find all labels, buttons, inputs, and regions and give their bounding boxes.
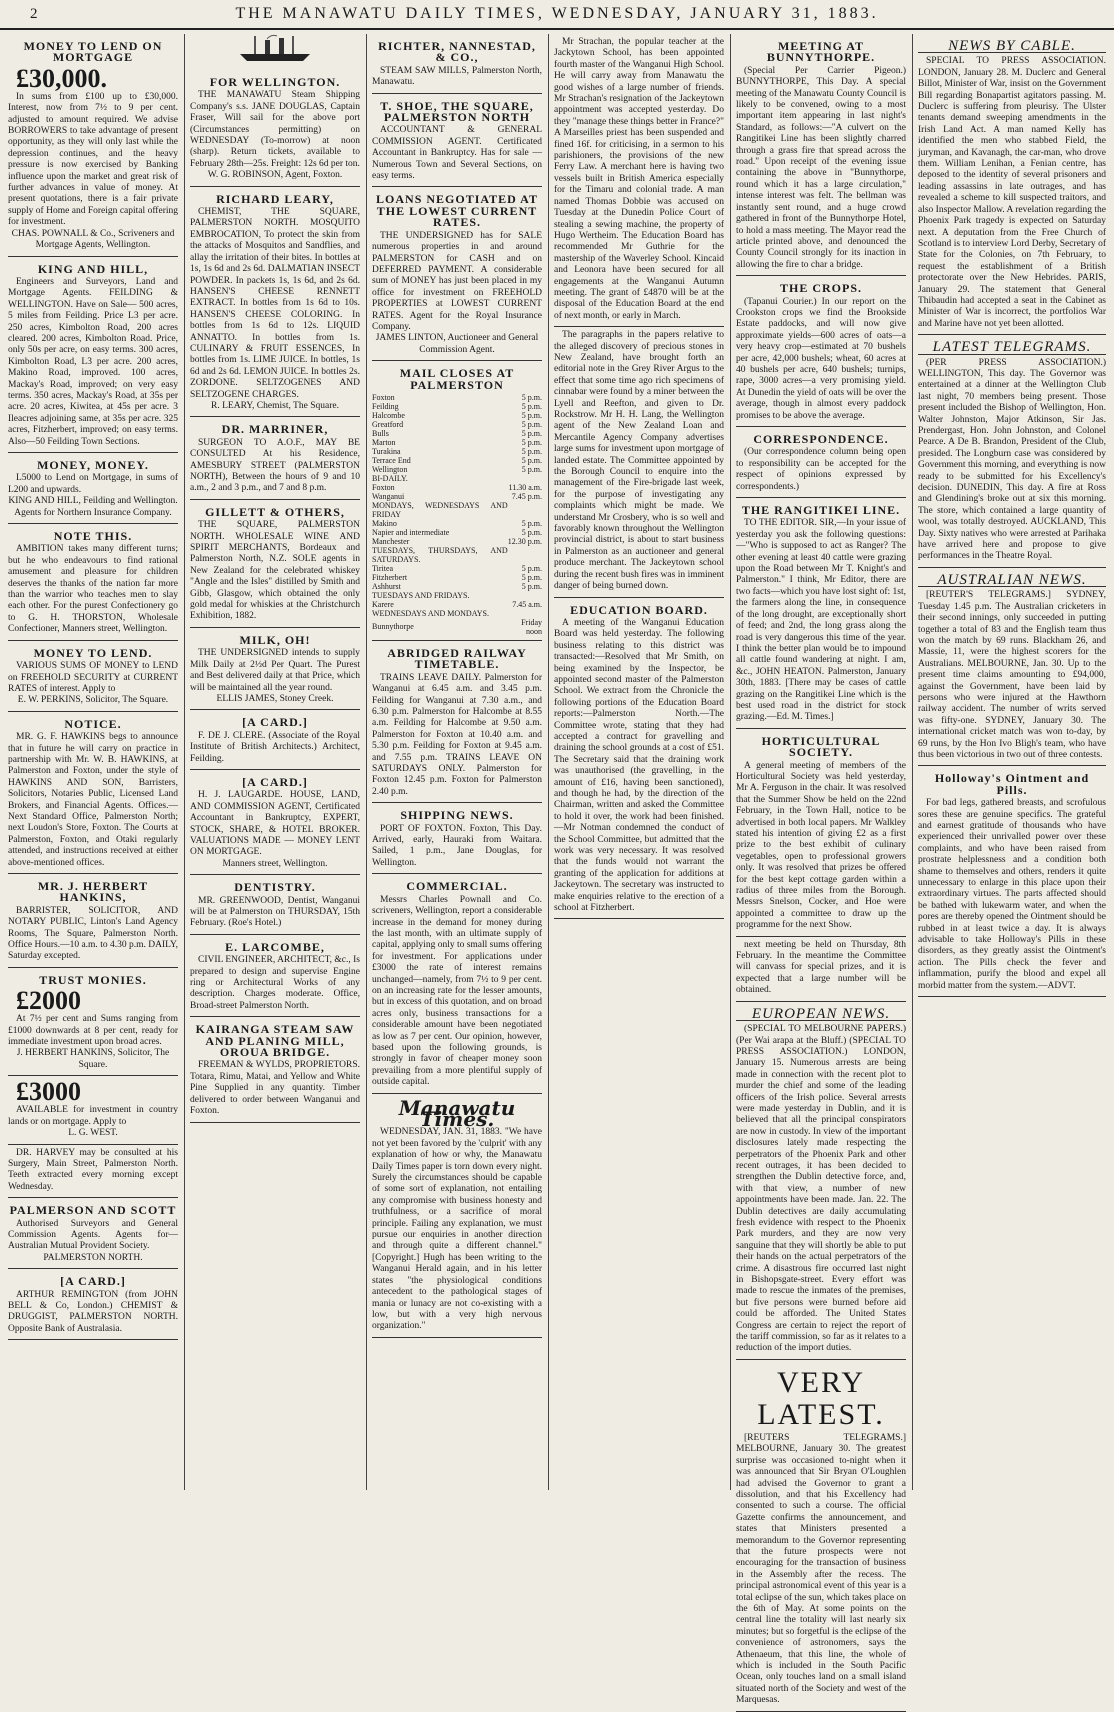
advertisement — [8, 874, 178, 968]
section-heading: CORRESPONDENCE. — [753, 432, 889, 446]
mail-destination: Feilding — [372, 401, 399, 411]
column-3 — [368, 34, 546, 1490]
advertisement — [8, 34, 178, 257]
signature: L. G. WEST. — [68, 1128, 118, 1139]
article-body: A meeting of the Wanganui Education Board was held yesterday. The following business relating to this district was transacted:—Resolved that Mr Smith, on being examined by the Inspector, be appointed second master of the Palmerston School. We extract from the Chronicle the following portions of the Education Board reports:—Palmerston North.—The Committee wrote, stating that they had accepted a contract for gravelling and draining the school grounds at a cost of £51. The Secretary said that the draining work was unauthorised (the gravelling, in the amount of £16, having been sanctioned), and though he had, by the direction of the Chairman, written and asked the Committee to hold it over, the work had been finished.—Mr Notman condemned the conduct of the School Committee, but admitted that the work was very necessary. It was resolved that the funds would not warrant the granting of the application for additions at Jackeytown. The secretary was instructed to make enquiries relative to the erection of a school at Fitzherbert. — [554, 617, 724, 914]
column-4 — [550, 34, 728, 1490]
mail-destination: Manchester — [372, 536, 410, 546]
mail-schedule-row — [372, 501, 542, 519]
advertisement — [190, 628, 360, 710]
column-rule — [730, 34, 731, 1490]
article-body: ACCOUNTANT & GENERAL COMMISSION AGENT. Certificated Accountant in Bankruptcy. Has for sale — Numerous Town and Several Sections, on easy terms. — [372, 125, 542, 182]
advertisement — [8, 1269, 178, 1340]
advertisement — [8, 453, 178, 524]
section-heading: [A CARD.] — [242, 774, 308, 789]
mail-schedule-row — [372, 564, 542, 573]
advertisement — [8, 641, 178, 712]
section-heading: MONEY TO LEND. — [33, 645, 153, 660]
section-heading: RICHARD LEARY, — [216, 191, 334, 206]
article-body: [REUTERS TELEGRAMS.] MELBOURNE, January 30. The greatest surprise was occasioned to-night when it was announced that Sir Bryan O'Loughlen had advised the Governor to grant a dissolution, and that his Excellency had consented to such a course. The official Gazette confirms the announcement, and states that Ministers presented a memorandum to the Governor representing that the future prospects were not encouraging for the transaction of business in the Assembly after the recess. The principal astronomical event of this year is a total eclipse of the sun, which takes place on the 6th of May. At some points on the central line the totality will last nearly six minutes; but so forgetful is the eclipse of the convenience of astronomers, says the Athenaeum, that this line, the whole of which is included in the South Pacific Ocean, only touches land on a small island situated north of the Society and west of the Marquesas. — [736, 1432, 906, 1706]
mail-destination: TUESDAYS, THURSDAYS, AND SATURDAYS. — [372, 545, 508, 564]
mail-destination: Wellington — [372, 464, 408, 474]
article-body: L5000 to Lend on Mortgage, in sums of L200 and upwards. — [8, 473, 178, 495]
news-article — [736, 498, 906, 729]
advertisement — [372, 641, 542, 803]
mail-schedule-row — [372, 528, 542, 537]
mail-schedule-row — [372, 402, 542, 411]
advertisement — [8, 1076, 178, 1144]
mail-schedule-row — [372, 573, 542, 582]
mail-time: 5 p.m. — [521, 392, 542, 402]
column-1 — [4, 34, 182, 1490]
section-heading: MEETING AT BUNNYTHORPE. — [766, 39, 876, 65]
mail-time — [508, 609, 542, 618]
article-body: (Tapanui Courier.) In our report on the Crookston crops we find the Brookside Estate paddocks, and will now give approximate yields—600 acres of oats—a very heavy crop—estimated at 70 bushels per acre, 42,000 bushels; wheat, 60 acres at 40 bushels per acre, 640 bushels; turnips, rape, 3000 acres—a very promising yield. At Dunedin the yield of oats will be over the average, though in almost every paddock promises to be above the average. — [736, 296, 906, 421]
section-heading: THE CROPS. — [779, 281, 862, 296]
mail-destination: WEDNESDAYS AND MONDAYS. — [372, 608, 489, 618]
mail-schedule-row — [372, 393, 542, 402]
advertisement — [8, 1145, 178, 1199]
article-body: ARTHUR REMINGTON (from JOHN BELL & Co, London.) CHEMIST & DRUGGIST, PALMERSTON NORTH. Opposite Bank of Australasia. — [8, 1289, 178, 1334]
mail-time: 5 p.m. — [521, 446, 542, 456]
mail-destination: Foxton — [372, 392, 395, 402]
mail-schedule-row — [372, 546, 542, 564]
mail-time: 5 p.m. — [521, 437, 542, 447]
section-heading: MILK, OH! — [239, 632, 311, 647]
section-heading: COMMERCIAL. — [406, 879, 508, 894]
section-heading: MAIL CLOSES AT PALMERSTON — [399, 366, 515, 392]
signature: JAMES LINTON, Auctioneer and General Commission Agent. — [375, 333, 539, 355]
column-rule — [184, 34, 185, 1490]
mail-destination: Fitzherbert — [372, 572, 408, 582]
mail-destination: Marton — [372, 437, 396, 447]
mail-time: 5 p.m. — [521, 581, 542, 591]
advertisement — [372, 94, 542, 188]
mail-schedule-row — [372, 492, 542, 501]
advertisement — [372, 874, 542, 1093]
advertisement — [190, 935, 360, 1017]
section-heading: Holloway's Ointment and Pills. — [934, 771, 1090, 797]
steamship-icon — [190, 34, 360, 70]
mail-destination: Tiritea — [372, 563, 394, 573]
advertisement — [8, 524, 178, 641]
mail-destination: Greatford — [372, 419, 404, 429]
mail-time — [508, 591, 542, 600]
article-body: For bad legs, gathered breasts, and scrofulous sores these are genuine specifics. The grateful and earnest gratitude of thousands who have experienced their unrivalled power over these complaints, and who have been raised from prostrate helplessness and a condition both shame to themselves and others, renders it quite unnecessary to enlarge in this place upon their extraordinary virtues. The parts affected should be bathed with lukewarm water, and when the pores are thereby opened the Ointment should be rubbed in at least twice a day. It is always advisable to take Holloway's Pills in these disorders, as they greatly assist the Ointment's action. The Pills check the fever and inflammation, purify the blood and expel all morbid matter from the system.—ADVT. — [918, 798, 1106, 991]
column-rule — [912, 34, 913, 1490]
section-heading: NOTICE. — [64, 716, 122, 731]
article-body: AVAILABLE for investment in country lands or on mortgage. Apply to — [8, 1105, 178, 1127]
article-body: In sums from £100 up to £30,000. Interest, now from 7½ to 9 per cent. adjusted to amount required. We advise BORROWERS to take advantage of present opportunity, as they will only last while the depression continues, and the heavy pressure is now exercised by Banking influence upon the market and great risk of further advances in value of money. At present quotations, there is a fair private supply of Home and Foreign capital offering for investment. — [8, 91, 178, 228]
masthead — [0, 0, 1114, 30]
mail-time: 5 p.m. — [521, 563, 542, 573]
section-heading: EUROPEAN NEWS. — [736, 1009, 906, 1021]
article-body: next meeting be held on Thursday, 8th February. In the meantime the Committee will canvass for special prizes, and it is expected that a large number will be obtained. — [736, 939, 906, 996]
article-body: H. J. LAUGARDE. HOUSE, LAND, AND COMMISSION AGENT, Certificated Accountant in Bankruptcy, EXPERT, STOCK, SHARE, & HOTEL BROKER. VALUATIONS MADE — MONEY LENT ON MORTGAGE. — [190, 790, 360, 858]
section-heading: TRUST MONIES. — [39, 972, 147, 987]
article-body: DR. HARVEY may be consulted at his Surgery, Main Street, Palmerston North. Teeth extracted every morning except Wednesday. — [8, 1147, 178, 1192]
mail-destination: Karere — [372, 599, 394, 609]
newspaper-nameplate: Manawatu Times. — [398, 1095, 516, 1131]
mail-time — [508, 501, 542, 519]
article-body: A general meeting of members of the Horticultural Society was held yesterday, Mr A. Ferguson in the chair. It was resolved that the Summer Show be held on the 22nd February, in the Town Hall, notice to be advertised in both local papers. Mr Walkley stated his intention of giving £2 as a first prize to the best exhibit of culinary vegetables, open to professional growers only. It was resolved that prizes be offered for the best kept cottage garden within a radius of three miles from the Borough. Messrs Snelson, Cocker, and Hoe were appointed a committee to draw up the programme for the next Show. — [736, 760, 906, 931]
mail-destination: Ashhurst — [372, 581, 401, 591]
article-body: (Special Per Carrier Pigeon.) BUNNYTHORPE, This Day. A special meeting of the Manawatu County Council is likely to be convened, owing to a most important item appearing in last night's Standard, as follows:—"A culvert on the Rangitikei Line has been slightly charred through a grass fire that spread across the road." Upon receipt of the evening issue containing the above in "Bunnythorpe, round which it has a large circulation," intense interest was felt. The bellman was instantly sent round, and a huge crowd gathered in front of the Bunnythorpe Hotel, to hold a mass meeting. The Mayor read the article printed above, and denounced the County Council strongly for its inaction in allowing the fire to char a bridge. — [736, 65, 906, 270]
section-heading: KAIRANGA STEAM SAW AND PLANING MILL, OROUA BRIDGE. — [195, 1022, 355, 1060]
mail-time: 5 p.m. — [521, 518, 542, 528]
advertisement — [372, 803, 542, 874]
mail-destination: Wanganui — [372, 491, 405, 501]
mail-destination: Halcombe — [372, 410, 405, 420]
news-article — [736, 1002, 906, 1360]
article-body: TRAINS LEAVE DAILY. Palmerston for Wanganui at 6.45 a.m. and 3.45 p.m. Feilding for Wanganui at 7.30 a.m., and 6.30 p.m. Palmerston for Halcombe at 8.55 a.m. Feilding for Halcombe at 9.50 a.m. Palmerston for Foxton at 10.40 a.m. and 5.30 p.m. Feilding for Foxton at 9.45 a.m. and 7.55 p.m. TRAINS LEAVE ON SATURDAYS ONLY. Palmerston for Foxton 12.45 p.m. Foxton for Palmerston 2.40 p.m. — [372, 672, 542, 797]
section-heading: NEWS BY CABLE. — [918, 41, 1106, 53]
mail-time: 7.45 a.m. — [512, 599, 542, 609]
section-heading: E. LARCOMBE, — [225, 939, 325, 954]
article-body: MR. GREENWOOD, Dentist, Wanganui will be at Palmerston on THURSDAY, 15th February. (Roe's Hotel.) — [190, 895, 360, 929]
mail-time: 12.30 p.m. — [507, 536, 542, 546]
news-article — [736, 34, 906, 276]
mail-schedule-row — [372, 447, 542, 456]
mail-time: 5 p.m. — [521, 410, 542, 420]
section-heading: DENTISTRY. — [234, 880, 316, 895]
article-body: MR. G. F. HAWKINS begs to announce that in future he will carry on practice in partnership with Mr. W. B. HAWKINS, at Palmerston and Foxton, under the style of HAWKINS AND SON, Barristers, Solicitors, Notaries Public, Licensed Land Brokers, and Financial Agents. Offices.—Next Standard Office, Palmerston North; next Loudon's Store, Foxton. The Courts at Palmerston, Foxton, and Otaki regularly attended, and instructions received at either above-mentioned offices. — [8, 732, 178, 868]
article-body: BARRISTER, SOLICITOR, AND NOTARY PUBLIC, Linton's Land Agency Rooms, The Square, Palmerston North. Office Hours.—10 a.m. to 4.30 p.m. DAILY, Saturday excepted. — [8, 905, 178, 962]
news-article — [736, 1360, 906, 1712]
signature: E. W. PERKINS, Solicitor, The Square. — [17, 695, 169, 706]
signature: CHAS. POWNALL & Co., Scriveners and Mortgage Agents, Wellington. — [11, 228, 175, 251]
column-2 — [186, 34, 364, 1490]
news-article — [736, 427, 906, 498]
mail-destination: Terrace End — [372, 455, 411, 465]
mail-schedule-row — [372, 456, 542, 465]
section-heading: MONEY, MONEY. — [37, 458, 149, 472]
advertisement — [372, 187, 542, 361]
mail-schedule-row — [372, 474, 542, 483]
column-rule — [548, 34, 549, 1490]
advertisement — [372, 361, 542, 641]
section-heading: HORTICULTURAL SOCIETY. — [761, 733, 881, 760]
section-heading: DR. MARRINER, — [221, 422, 329, 437]
article-body: THE UNDERSIGNED has for SALE numerous properties in and around PALMERSTON for CASH and on DEFERRED PAYMENT. A considerable sum of MONEY has just been placed in my office for investment on FREEHOLD PROPERTIES at LOWEST CURRENT RATES. Agent for the Royal Insurance Company. — [372, 230, 542, 332]
mail-schedule-table — [372, 393, 542, 636]
article-body: At 7½ per cent and Sums ranging from £1000 downwards at 8 per cent, ready for immediate investment upon broad acres. — [8, 1014, 178, 1048]
advertisement — [372, 1094, 542, 1338]
newspaper-title: THE MANAWATU DAILY TIMES, WEDNESDAY, JANUARY 31, 1883. — [235, 5, 879, 22]
news-article — [918, 568, 1106, 767]
mail-destination: Foxton — [372, 482, 395, 492]
section-heading: LATEST TELEGRAMS. — [918, 342, 1106, 354]
mail-destination: Makino — [372, 518, 397, 528]
news-article — [554, 34, 724, 327]
section-heading: SHIPPING NEWS. — [400, 808, 514, 823]
mail-schedule-row — [372, 537, 542, 546]
news-article — [554, 327, 724, 597]
column-6 — [914, 34, 1110, 1490]
mail-schedule-row — [372, 582, 542, 591]
section-heading: [A CARD.] — [242, 715, 308, 730]
signature: Manners street, Wellington. — [222, 858, 328, 869]
advertisement — [190, 770, 360, 875]
section-heading: RICHTER, NANNESTAD, & CO., — [378, 39, 536, 65]
column-5-continued — [736, 937, 906, 1712]
article-body: THE SQUARE, PALMERSTON NORTH. WHOLESALE WINE AND SPIRIT MERCHANTS, Bordeaux and Palmerston North, N.Z. SOLE agents in New Zealand for the celebrated whiskey "Angle and the Isles" distilled by Smith and Gibb, Glasgow, which obtained the only gold medal for whiskies at the Christchurch Exhibition, 1882. — [190, 520, 360, 622]
advertisement — [190, 70, 360, 187]
article-body: WEDNESDAY, JAN. 31, 1883. "We have not yet been favored by the 'culprit' with any explanation of how or why, the Manawatu Daily Times paper is torn down every night. Surely the circumstances should be capable of some sort of explanation, not entailing any compromise with business honesty and truthfulness, or a sacrifice of moral principle. Failing any explanation, we must pursue our enquiries in another direction and through quite a different channel." [Copyright.] Hugh has been writing to the Wanganui Herald again, and in his letter states "the physiological conditions antecedent to the pathological stages of mania or lunacy are not co-existing with a low, but with a very high nervous organization." — [372, 1127, 542, 1332]
mail-schedule-row — [372, 618, 542, 636]
mail-schedule-row — [372, 420, 542, 429]
article-body: (PER PRESS ASSOCIATION.) WELLINGTON, This day. The Governor was entertained at a dinner at the Wellington Club last night, 70 members being present. Those present included the Bishop of Wellington, Hon. Walter Johnston, Major Atkinson, Sir Jas. Prendergast, Hon. John Johnston, and Colonel Pearce. A De B. Brandon, President of the Club, presided. The Longburn case was considered by Government this morning, and everything is now ready to be submitted for his Excellency's decision. DUNEDIN, This day. A fire at Ross and Glendining's broke out at six this morning. The store, which contained a large quantity of wool, was totally destroyed. AUCKLAND, This Day. Sixty natives who were arrested at Parihaka have arrived here and propose to give performances in the Theatre Royal. — [918, 357, 1106, 562]
mail-time: 5 p.m. — [521, 401, 542, 411]
article-body: [REUTER'S TELEGRAMS.] SYDNEY, Tuesday 1.45 p.m. The Australian cricketers in their second innings, only succeeded in putting together a total of 83 and the English team thus won the match by 69 runs. Blackham 26, and Massie, 11, were the highest scorers for the Australians. MELBOURNE, Jan. 30. Up to the present time claims amounting to £94,000, against the Government, have been laid by persons who were injured at the Hawthorn railway accident. The number of writs served was fifty-one. SYDNEY, January 30. The international cricket match was won to-day, by 69 runs, by the Hon Ivo Bligh's team, who have thus been victorious in two out of three contests. — [918, 590, 1106, 760]
article-body: PORT OF FOXTON. Foxton, This Day. Arrived, early, Hauraki from Waitara. Sailed, 1 p.m., Jane Douglas, for Wellington. — [372, 823, 542, 868]
article-body: (Our correspondence column being open to responsibility can be accepted for the respect of opinions expressed by correspondents.) — [736, 447, 906, 492]
section-heading: PALMERSON AND SCOTT — [9, 1203, 177, 1218]
signature: ELLIS JAMES, Stoney Creek. — [216, 693, 334, 704]
article-body: THE UNDERSIGNED intends to supply Milk Daily at 2½d Per Quart. The Purest and Best delivered daily at that Price, which will be maintained all the year round. — [190, 648, 360, 693]
mail-destination: Turakina — [372, 446, 401, 456]
mail-time: 5 p.m. — [521, 428, 542, 438]
column-5 — [732, 34, 910, 1706]
mail-destination: Napier and intermediate — [372, 527, 450, 537]
section-heading: MONEY TO LEND ON MORTGAGE — [23, 39, 163, 65]
mail-time — [508, 546, 542, 564]
mail-time: 5 p.m. — [521, 455, 542, 465]
mail-schedule-row — [372, 465, 542, 474]
advertisement — [8, 257, 178, 454]
article-body: SPECIAL TO PRESS ASSOCIATION. LONDON, January 28. M. Duclerc and General Billot, Minister of War, insist on the Government Bill regarding Bonapartist agitators passing. M. Duclerc is suffering from pleurisy. The Ulster tenants demand sweeping amendments in the Irish Land Act. A man named Kelly has identified the men who stabbed Field, the juryman, and Kavanagh, the car-man, who drove them. William Lenihan, a Fenian centre, has deposed to the identity of several prisoners and leading assassins in late outrages, and has revealed a scheme to kill suspected traitors, and also Inspector Mallow. A revelation regarding the Phoenix Park tragedy is expected on Saturday next. A deputation from the Free Church of Scotland is to interview Lord Derby, Secretary of State for the Colonies, on 7th February, to request the establishment of a British protectorate over the New Hebrides. PARIS, January 29. The statement that General Thibaudin had accepted a seat in the Cabinet as Minister of War is incorrect, the portfolios War and Marine have not yet been allotted. — [918, 56, 1107, 329]
article-body: AMBITION takes many different turns; but he who endeavours to find rational amusement and pleasure for children deserves the thanks of the nation far more than the warrior who teaches men to slay each other. For the purest Confectionery go to G. H. THORSTON, Wholesale Confectioner, Manners street, Wellington. — [8, 544, 178, 635]
article-body: Mr Strachan, the popular teacher at the Jackytown School, has been appointed fourth master of the Wanganui High School. He will carry away from Manawatu the good wishes of a large number of friends. Mr Strachan's resignation of the Jackeytown appointment was accepted yesterday. Do they "manage these things better in France?" A Marseilles priest has been suspended and fined 16f. for criticising, in a sermon to his parishioners, the provisions of the new Ferry Law. A merchant here is having two vessels built in British America especially for the Timaru and colonial trade. A man named Thomas Dobbie was accused on Tuesday at the Dunedin Police Court of stealing a sewing machine, the property of Hugo Wertheim. The Education Board has recommended Mr Guthrie for the mastership of the Waverley School. Kincaid and Leonora have been secured for all engagements at the Wanganui Autumn meeting. The grant of £4870 will be at the disposal of the Education Board at the end of next month, or early in March. — [554, 37, 724, 321]
mail-time: 5 p.m. — [521, 572, 542, 582]
article-body: CHEMIST, THE SQUARE, PALMERSTON NORTH. MOSQUITO EMBROCATION, To protect the skin from the attacks of Mosquitos and Sandflies, and allay the irritation of their bites. In bottles at 1s, 1s 6d and 2s 6d. DALMATIAN INSECT POWDER. In packets 1s, 1s 6d, and 2s 6d. HANSEN'S CHEESE RENNETT EXTRACT. In bottles from 1s 6d to 10s. HANSEN'S CHEESE COLORING. In bottles from 1s 6d to 12s. LIQUID ANNATTO. In bottles from 1s. CULINARY & FRUIT ESSENCES, In bottles from 1s. LIME JUICE. In bottles, 1s 6d and 2s 6d. LEMON JUICE. In bottles 2s. ZORDONE. SELTZOGENES AND SELTZOGENE CHARGES. — [190, 207, 360, 400]
news-article — [918, 335, 1106, 568]
section-heading: T. SHOE, THE SQUARE, PALMERSTON NORTH — [380, 98, 534, 125]
mail-schedule-row — [372, 600, 542, 609]
advertisement — [190, 1017, 360, 1122]
mail-time: 11.30 a.m. — [508, 482, 542, 492]
mail-schedule-row — [372, 429, 542, 438]
section-heading: ABRIDGED RAILWAY TIMETABLE. — [387, 645, 527, 672]
section-heading: GILLETT & OTHERS, — [205, 504, 345, 519]
mail-time: 7.45 p.m. — [511, 491, 542, 501]
advertisement — [190, 875, 360, 935]
article-body: THE MANAWATU Steam Shipping Company's s.s. JANE DOUGLAS, Captain Fraser, Will sail for the above port (Circumstances permitting) on WEDNESDAY (To-morrow) at noon (sharp). Return tickets, available to February 28th—25s. Freight: 12s 6d per ton. — [190, 90, 360, 169]
section-heading: LOANS NEGOTIATED AT THE LOWEST CURRENT RATES. — [376, 192, 538, 230]
article-body: SURGEON TO A.O.F., MAY BE CONSULTED At his Residence, AMESBURY STREET (PALMERSTON NORTH), Between the hours of 9 and 10 a.m., 2 and 3 p.m., and 7 and 8 p.m. — [190, 437, 360, 494]
mail-time: Friday noon — [521, 617, 542, 636]
section-heading: EDUCATION BOARD. — [570, 602, 708, 617]
mail-time: 5 p.m. — [521, 464, 542, 474]
article-body: The paragraphs in the papers relative to the alleged discovery of precious stones in New Zealand, have brought forth an editorial note in the Grey River Argus to the effect that some time ago rich specimens of cinnabar were found by a miner between the Lyell and Reefton, and given to Dr. Rockstrow. Mr H. H. Lang, the Wellington agent of the New Zealand Loan and Mercantile Agency Company advertises large sums for investment upon mortgage of landed estate. The Committee appointed by the Borough Council to enquire into the management of the Fire-brigade last week, for the purpose of investigating any complaints which might be made. We understand Mr Crosbery, who is so well and favorably known throughout the Wellington provincial district, is about to start business in Palmerston as an auctioneer and general produce merchant. The Jackeytown school during the recent bush fires was in imminent danger of being burned down. — [554, 330, 724, 592]
mail-time — [508, 474, 542, 483]
article-body: Authorised Surveyors and General Commission Agents. Agents for—Australian Mutual Provident Society. — [8, 1218, 178, 1252]
signature: KING AND HILL, Feilding and Wellington. Agents for Northern Insurance Company. — [8, 496, 178, 518]
mail-schedule-row — [372, 483, 542, 492]
signature: W. G. ROBINSON, Agent, Foxton. — [207, 170, 343, 181]
mail-destination: MONDAYS, WEDNESDAYS AND FRIDAY — [372, 500, 508, 519]
news-article — [918, 766, 1106, 997]
advertisement — [372, 34, 542, 94]
article-body: STEAM SAW MILLS, Palmerston North, Manawatu. — [372, 65, 542, 88]
section-heading: FOR WELLINGTON. — [209, 75, 341, 89]
mail-destination: Bulls — [372, 428, 389, 438]
mail-schedule-row — [372, 411, 542, 420]
article-body: TO THE EDITOR. SIR,—In your issue of yesterday you ask the following questions:—"Who is supposed to act as Ranger? The other evening at least 40 cattle were grazing upon the Road between Mr T. Knight's and Palmerston." I think, Mr Editor, there are two facts—which you have lost sight of: 1st, the farmers along the line, in consequence of the long drought, are exceptionally short of feed; and 2nd, the long grass along the road is very dangerous this time of the year. I think the better plan would be to impound all cattle found wandering at night. I am, &c., JOHN HEATON. Palmerston, January 30th, 1883. [There may be cases of cattle grazing on the Rangitikei Line which is the best used road in the district for stock grazing.—Ed. M. Times.] — [736, 518, 906, 723]
section-heading: VERY LATEST. — [757, 1365, 885, 1431]
news-article — [918, 34, 1106, 335]
section-heading: THE RANGITIKEI LINE. — [741, 503, 901, 518]
mail-schedule-row — [372, 591, 542, 600]
article-body: (SPECIAL TO MELBOURNE PAPERS.) (Per Wai arapa at the Bluff.) (SPECIAL TO PRESS ASSOCIATION.) LONDON, January 15. Numerous arrests are being made in connection with the recent plot to murder the chief and some of the leading officers of the Irish police. Several arrests were made yesterday in Dublin, and it is believed that all the principal conspirators are now in custody. In view of the important disclosures lately made respecting the perpetrators of the Phoenix Park and other recent outrages, it has been decided to strengthen the Dublin detective force, and, with that view, a number of new appointments have been made. Jan. 22. The Dublin detectives are daily accumulating fresh evidence with respect to the Phoenix Park murders, and they are now very sanguine that they will shortly be able to put their hands on the actual perpetrators of the crime. A disastrous fire occurred last night in Bishopsgate-street. Every effort was made to rescue the inmates of the premises, but five persons were burned before aid could be afforded. The United States Congress are certain to reject the report of the tariff commission, so far as it relates to a reduction of the import duties. — [736, 1024, 906, 1354]
page-number: 2 — [30, 6, 38, 22]
mail-destination: Bunnythorpe — [372, 622, 414, 632]
mail-destination: BI-DAILY. — [372, 473, 408, 483]
article-body: Engineers and Surveyors, Land and Mortgage Agents. FEILDING & WELLINGTON. Have on Sale— 500 acres, 5 miles from Feilding. Price L3 per acre. 250 acres, Kimbolton Road, 200 acres cleared. 200 acres, Kimbolton Road. Price, only 50s per acre, on easy terms. 300 acres, Kimbolton Road, L3 per acre. 200 acres, Makino Road, improved. 100 acres, Mackay's Road, improved; on very easy terms. 350 acres, Mackay's Road, at 35s per acre. 20 acres, Kiwitea, at 45s per acre. 3 Ileacres adjoining same, at 35s per acre. 325 acres, Fitzherbert, improved; on easy terms. Also—50 Feilding Town Sections. — [8, 276, 178, 447]
mail-time: 5 p.m. — [521, 419, 542, 429]
section-heading: [A CARD.] — [60, 1274, 126, 1289]
mail-schedule-row — [372, 519, 542, 528]
section-heading: AUSTRALIAN NEWS. — [918, 575, 1106, 587]
display-amount: £2000 — [16, 986, 81, 1016]
section-heading: KING AND HILL, — [37, 261, 149, 276]
advertisement — [8, 968, 178, 1076]
article-body: CIVIL ENGINEER, ARCHITECT, &c., Is prepared to design and supervise Engine ring or Architectural Works of any description. Charges moderate. Office, Broad-street Palmerston North. — [190, 955, 361, 1011]
display-amount: £30,000. — [16, 63, 107, 93]
news-article — [736, 729, 906, 937]
advertisement — [8, 1198, 178, 1269]
article-body: VARIOUS SUMS OF MONEY to LEND on FREEHOLD SECURITY at CURRENT RATES of interest. Apply to — [8, 661, 178, 694]
mail-schedule-row — [372, 438, 542, 447]
advertisement — [8, 712, 178, 874]
advertisement — [190, 187, 360, 418]
signature: PALMERSTON NORTH. — [43, 1252, 143, 1263]
news-article — [736, 276, 906, 427]
display-amount: £3000 — [16, 1077, 81, 1107]
article-body: F. DE J. CLERE. (Associate of the Royal Institute of British Architects.) Architect, Feilding. — [190, 730, 360, 764]
article-body: FREEMAN & WYLDS, PROPRIETORS. Totara, Rimu, Matai, and Yellow and White Pine Supplied in any quantity. Timber delivered to order between Wanganui and Foxton. — [190, 1060, 360, 1117]
mail-destination: TUESDAYS AND FRIDAYS. — [372, 590, 470, 600]
advertisement — [190, 500, 360, 628]
signature: J. HERBERT HANKINS, Solicitor, The Square. — [16, 1048, 170, 1070]
mail-time: 5 p.m. — [521, 527, 542, 537]
article-body: Messrs Charles Pownall and Co. scriveners, Wellington, report a considerable increase in the demand for money during the last month, with an ultimate supply of capital, applying only to small sums offering for investment. For applications under £3000 the rate of interest remains unchanged—namely, from 7½ to 9 per cent. on an increasing rate for the lesser amounts, but in excess of this quotation, and on broad acres only, business transactions for a considerable amount have been negotiated as low as 7 per cent. Our opinion, however, based upon the following grounds, is strongly in favor of cheaper money soon prevailing from a more plentiful supply of outside capital. — [372, 894, 543, 1088]
column-rule — [366, 34, 367, 1490]
news-article — [554, 598, 724, 920]
mail-schedule-row — [372, 609, 542, 618]
advertisement — [190, 710, 360, 770]
advertisement — [190, 417, 360, 499]
section-heading: NOTE THIS. — [53, 529, 133, 544]
section-heading: MR. J. HERBERT HANKINS, — [37, 879, 149, 905]
signature: R. LEARY, Chemist, The Square. — [211, 400, 339, 411]
news-article — [736, 937, 906, 1002]
